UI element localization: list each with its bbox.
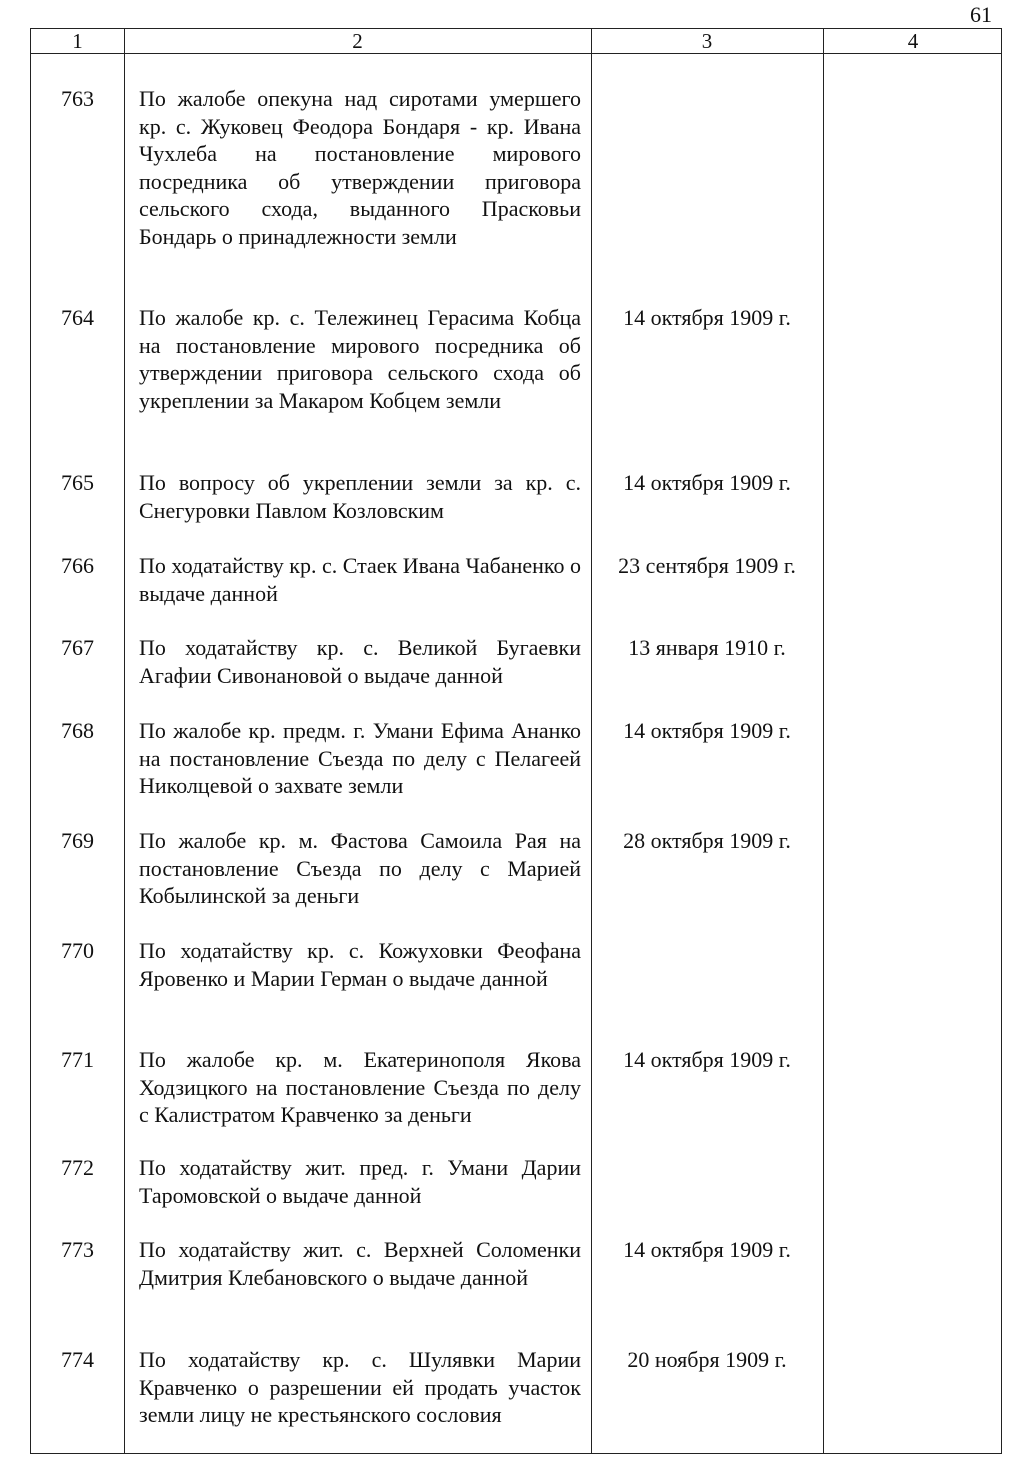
row-description: По ходатайству жит. пред. г. Умани Дарии Таромовской о выдаче данной <box>139 1155 581 1208</box>
row-number: 765 <box>61 470 94 495</box>
row-description: По вопросу об укреплении земли за кр. с. Снегуровки Павлом Козловским <box>139 470 581 523</box>
row-date: 14 октября 1909 г. <box>623 1237 791 1262</box>
column-header-2: 2 <box>352 29 363 53</box>
row-description: По ходатайству кр. с. Кожуховки Феофана Яровенко и Марии Герман о выдаче данной <box>139 938 581 991</box>
row-date: 28 октября 1909 г. <box>623 828 791 853</box>
column-divider <box>823 29 824 1453</box>
column-divider <box>124 29 125 1453</box>
row-description: По жалобе кр. с. Тележинец Герасима Кобца на постановление мирового посредника об утверждении приговора сельского схода об укреплении за Макаром Кобцем земли <box>139 305 581 413</box>
row-date: 13 января 1910 г. <box>628 635 786 660</box>
row-description: По жалобе кр. м. Екатеринополя Якова Ходзицкого на постановление Съезда по делу с Калистратом Кравченко за деньги <box>139 1047 581 1127</box>
row-description: По ходатайству жит. с. Верхней Соломенки Дмитрия Клебановского о выдаче данной <box>139 1237 581 1290</box>
row-description: По жалобе кр. предм. г. Умани Ефима Ананко на постановление Съезда по делу с Пелагеей Николцевой о захвате земли <box>139 718 581 798</box>
row-number: 772 <box>61 1155 94 1180</box>
column-header-4: 4 <box>907 29 919 53</box>
row-description: По жалобе кр. м. Фастова Самоила Рая на постановление Съезда по делу с Марией Кобылинской за деньги <box>139 828 581 908</box>
row-date: 20 ноября 1909 г. <box>627 1347 787 1372</box>
column-header-3: 3 <box>701 29 713 53</box>
register-table <box>30 28 1002 1454</box>
row-number: 768 <box>61 718 94 743</box>
row-date: 14 октября 1909 г. <box>623 1047 791 1072</box>
row-number: 774 <box>61 1347 94 1372</box>
row-number: 763 <box>61 86 94 111</box>
row-date: 14 октября 1909 г. <box>623 470 791 495</box>
row-number: 764 <box>61 305 94 330</box>
row-description: По ходатайству кр. с. Великой Бугаевки Агафии Сивонановой о выдаче данной <box>139 635 581 688</box>
row-number: 769 <box>61 828 94 853</box>
row-number: 773 <box>61 1237 94 1262</box>
row-number: 767 <box>61 635 94 660</box>
row-date: 14 октября 1909 г. <box>623 305 791 330</box>
row-description: По жалобе опекуна над сиротами умершего кр. с. Жуковец Феодора Бондаря - кр. Ивана Чухлеба на постановление мирового посредника об утверждении приговора сельского схода, выданного Прасковьи Бондарь о принадлежности земли <box>139 86 581 249</box>
row-number: 766 <box>61 553 94 578</box>
row-description: По ходатайству кр. с. Стаек Ивана Чабаненко о выдаче данной <box>139 553 581 606</box>
column-header-1: 1 <box>72 29 83 53</box>
page-number: 61 <box>970 2 992 27</box>
row-date: 14 октября 1909 г. <box>623 718 791 743</box>
row-date: 23 сентября 1909 г. <box>618 553 796 578</box>
row-number: 771 <box>61 1047 94 1072</box>
header-divider <box>31 53 1001 54</box>
row-description: По ходатайству кр. с. Шулявки Марии Кравченко о разрешении ей продать участок земли лицу не крестьянского сословия <box>139 1347 581 1427</box>
row-number: 770 <box>61 938 94 963</box>
